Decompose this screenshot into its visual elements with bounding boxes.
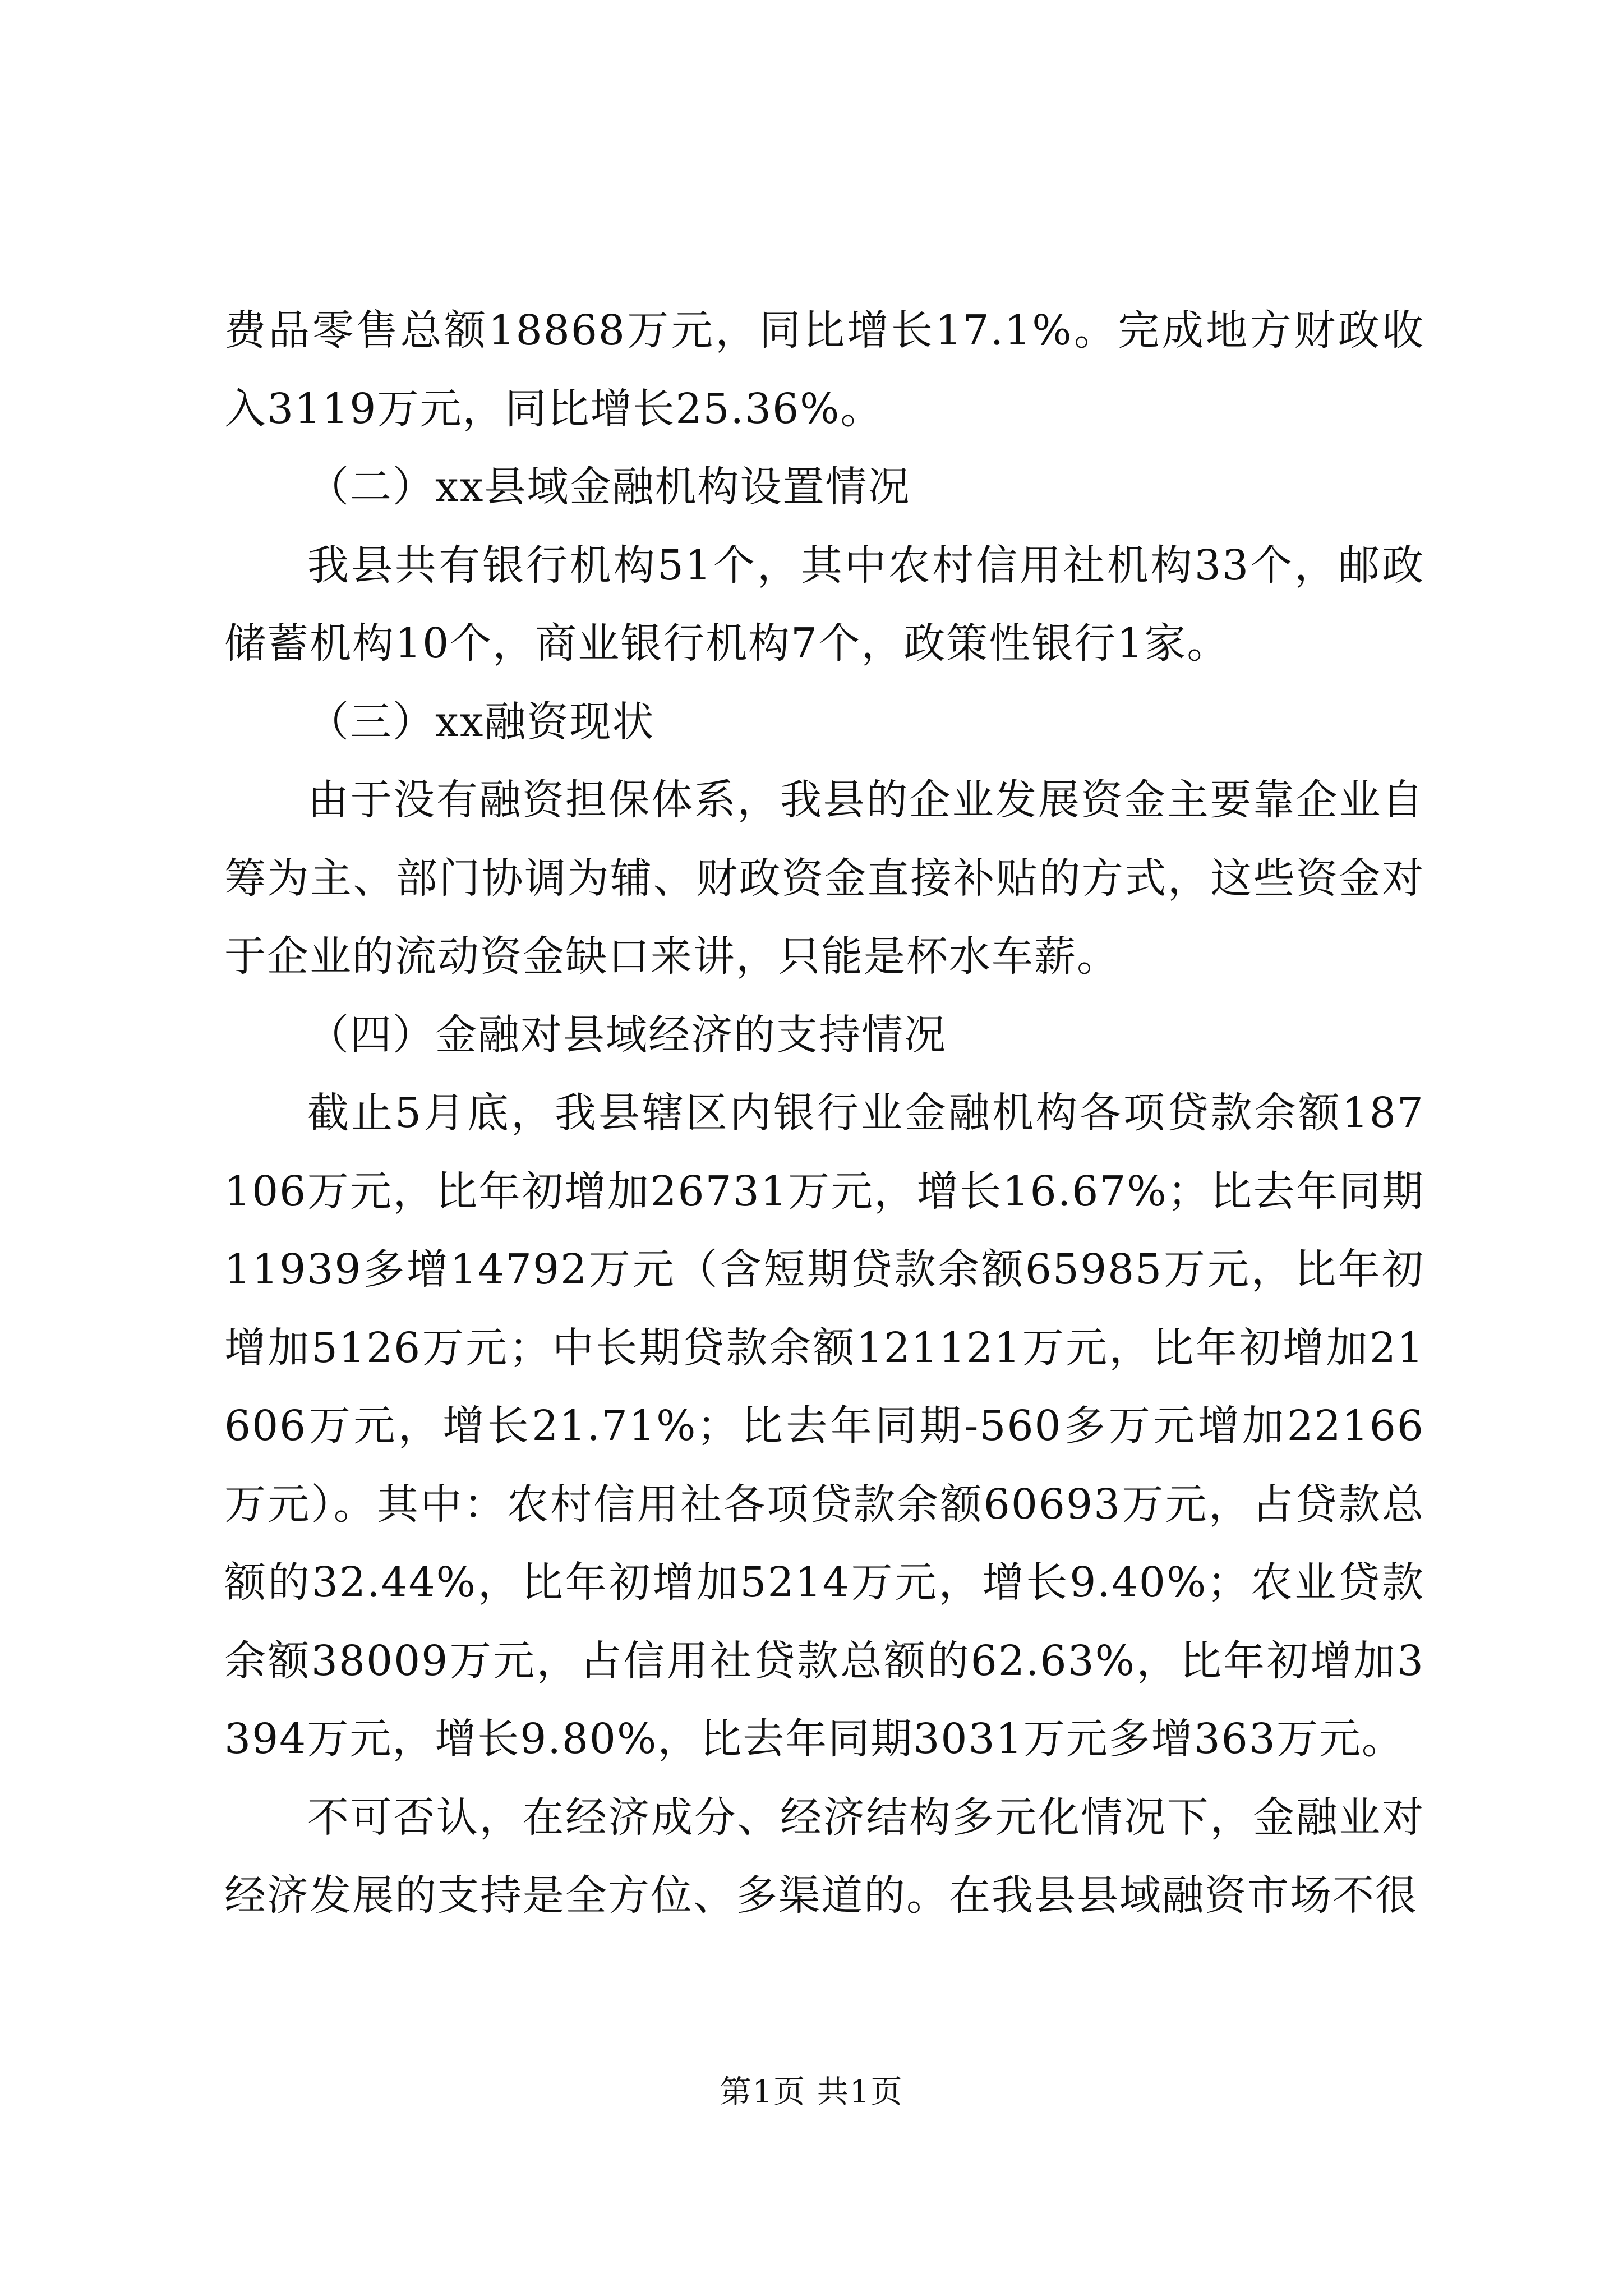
section-heading-2: （二）xx县域金融机构设置情况 bbox=[307, 463, 911, 511]
page-footer: 第1页 共1页 bbox=[720, 2074, 903, 2110]
paragraph-institutions: 我县共有银行机构51个，其中农村信用社机构33个，邮政储蓄机构10个，商业银行机构7个，政策性银行1家。 bbox=[224, 541, 1424, 668]
section-heading-3: （三）xx融资现状 bbox=[307, 697, 655, 746]
paragraph-financing-status: 由于没有融资担保体系，我县的企业发展资金主要靠企业自筹为主、部门协调为辅、财政资金直接补贴的方式，这些资金对于企业的流动资金缺口来讲，只能是杯水车薪。 bbox=[224, 776, 1424, 981]
paragraph-conclusion: 不可否认，在经济成分、经济结构多元化情况下，金融业对经济发展的支持是全方位、多渠道的。在我县县域融资市场不很 bbox=[224, 1793, 1424, 1920]
section-heading-4: （四）金融对县域经济的支持情况 bbox=[307, 1010, 947, 1059]
paragraph-continuation: 费品零售总额18868万元，同比增长17.1%。完成地方财政收入3119万元，同比增长25.36%。 bbox=[224, 306, 1424, 433]
document-body bbox=[224, 292, 1424, 1935]
paragraph-loan-statistics: 截止5月底，我县辖区内银行业金融机构各项贷款余额187106万元，比年初增加26731万元，增长16.67%；比去年同期11939多增14792万元（含短期贷款余额65985万元，比年初增加5126万元；中长期贷款余额121121万元，比年初增加21606万元，增长21.71%；比去年同期-560多万元增加22166万元）。其中：农村信用社各项贷款余额60693万元，占贷款总额的32.44%，比年初增加5214万元，增长9.40%；农业贷款余额38009万元，占信用社贷款总额的62.63%，比年初增加3394万元，增长9.80%，比去年同期3031万元多增363万元。 bbox=[224, 1089, 1424, 1763]
